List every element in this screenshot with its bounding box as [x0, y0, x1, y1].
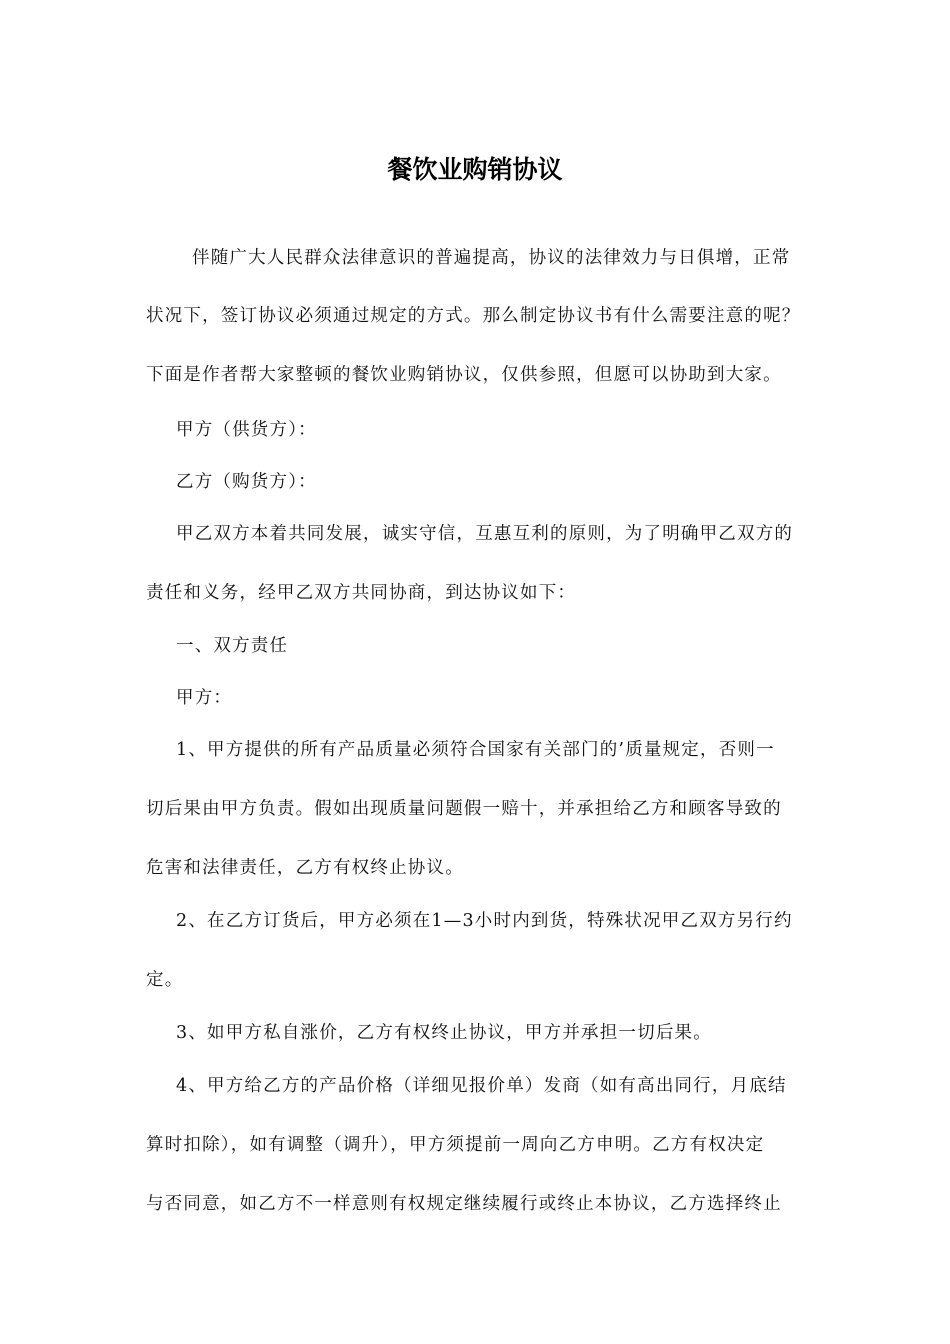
- party-a-heading: 甲方：: [176, 688, 233, 708]
- clause-line: 2、在乙方订货后，甲方必须在1—3小时内到货，特殊状况甲乙双方另行约: [176, 911, 793, 931]
- clause-line: 1、甲方提供的所有产品质量必须符合国家有关部门的’质量规定，否则一: [176, 740, 775, 760]
- paragraph-line: 伴随广大人民群众法律意识的普遍提高，协议的法律效力与日俱增，正常: [192, 248, 791, 268]
- paragraph-line: 下面是作者帮大家整顿的餐饮业购销协议，仅供参照，但愿可以协助到大家。: [146, 365, 782, 385]
- paragraph-line: 状况下，签订协议必须通过规定的方式。那么制定协议书有什么需要注意的呢？: [146, 306, 801, 326]
- clause-line: 危害和法律责任，乙方有权终止协议。: [146, 858, 464, 878]
- clause-line: 与否同意，如乙方不一样意则有权规定继续履行或终止本协议，乙方选择终止: [146, 1194, 782, 1214]
- section-heading: 一、双方责任: [176, 636, 289, 656]
- clause-line: 定。: [146, 970, 184, 990]
- clause-line: 切后果由甲方负责。假如出现质量问题假一赔十，并承担给乙方和顾客导致的: [146, 799, 782, 819]
- document-title: 餐饮业购销协议: [387, 155, 563, 184]
- party-b-label: 乙方（购货方）：: [176, 472, 317, 492]
- paragraph-line: 责任和义务，经甲乙双方共同协商，到达协议如下：: [146, 583, 577, 603]
- party-a-label: 甲方（供货方）：: [176, 420, 317, 440]
- clause-line: 3、如甲方私自涨价，乙方有权终止协议，甲方并承担一切后果。: [176, 1023, 712, 1043]
- clause-line: 4、甲方给乙方的产品价格（详细见报价单）发商（如有高出同行，月底结: [176, 1076, 787, 1096]
- clause-line: 算时扣除），如有调整（调升），甲方须提前一周向乙方申明。乙方有权决定: [146, 1135, 765, 1155]
- paragraph-line: 甲乙双方本着共同发展，诚实守信，互惠互利的原则，为了明确甲乙双方的: [176, 524, 794, 544]
